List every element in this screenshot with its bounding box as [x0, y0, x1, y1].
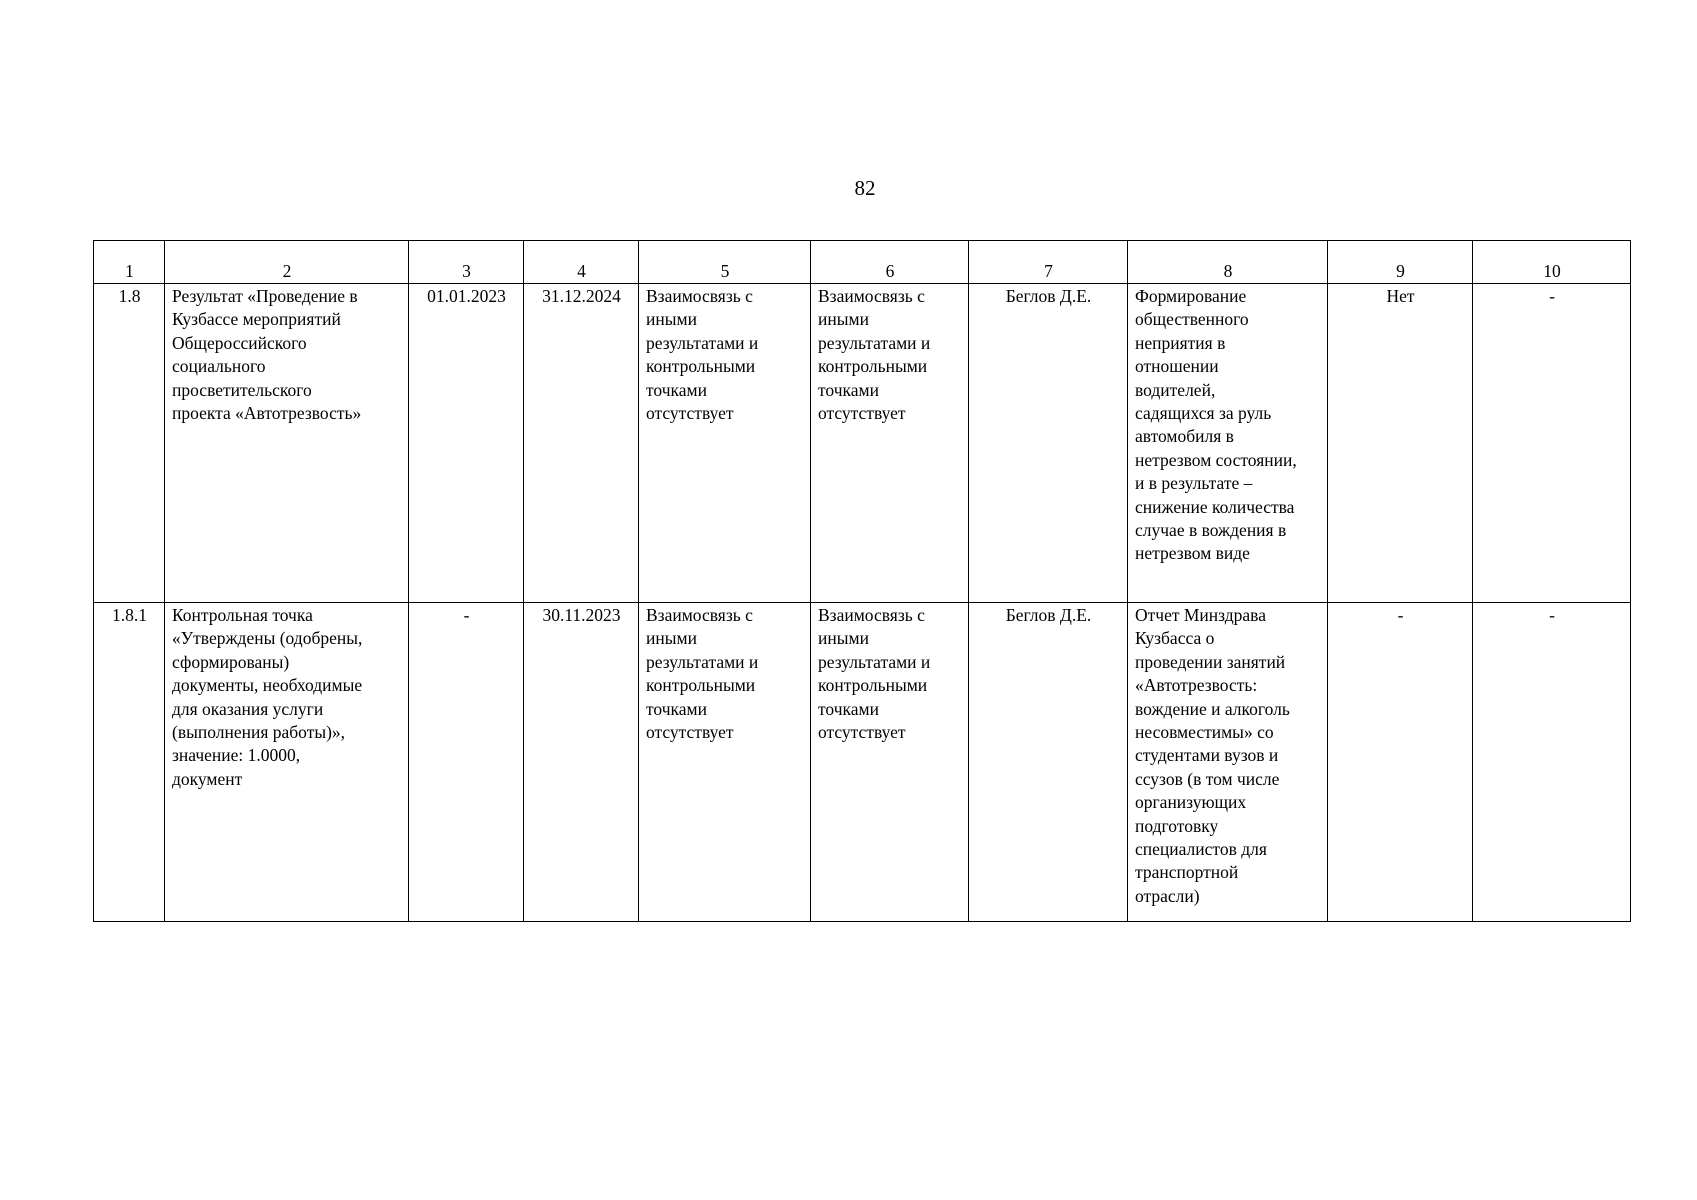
page-number: 82	[854, 176, 876, 200]
description-line: нетрезвом виде	[1135, 543, 1250, 564]
description-line: специалистов для	[1135, 839, 1267, 860]
relation-line: контрольными	[646, 675, 756, 696]
col9-value: -	[1328, 603, 1473, 922]
description-line: Формирование	[1135, 286, 1247, 306]
description-line: транспортной	[1135, 862, 1239, 883]
description-line: Отчет Минздрава	[1135, 605, 1266, 625]
description-line: подготовку	[1135, 815, 1219, 836]
column-number-6: 6	[811, 241, 969, 284]
result-name-line: для оказания услуги	[172, 698, 324, 719]
relation-line: Взаимосвязь с	[646, 286, 753, 306]
column-number-5: 5	[639, 241, 811, 284]
description-line: нетрезвом состоянии,	[1135, 449, 1297, 470]
col10-value: -	[1473, 603, 1631, 922]
relation-line: результатами и	[818, 332, 931, 353]
relation-line: точками	[646, 698, 707, 719]
result-name-line: Общероссийского	[172, 332, 307, 353]
result-name-cell	[165, 284, 409, 603]
responsible-person: Беглов Д.Е.	[969, 603, 1128, 922]
result-name-cell	[165, 603, 409, 922]
start-date: -	[409, 603, 524, 922]
relation-line: контрольными	[646, 356, 756, 377]
column-number-1: 1	[94, 241, 165, 284]
relation-line: отсутствует	[646, 722, 734, 743]
description-line: вождение и алкоголь	[1135, 698, 1290, 719]
responsible-person: Беглов Д.Е.	[969, 284, 1128, 603]
result-name-line: проекта «Автотрезвость»	[172, 403, 362, 424]
column-number-4: 4	[524, 241, 639, 284]
description-line: случае в вождения в	[1135, 520, 1287, 541]
col9-value: Нет	[1328, 284, 1473, 603]
result-name-line: Кузбассе мероприятий	[172, 309, 341, 330]
relation-line: контрольными	[818, 356, 928, 377]
description-line: «Автотрезвость:	[1135, 675, 1258, 696]
relation-line: контрольными	[818, 675, 928, 696]
relation-line: Взаимосвязь с	[646, 605, 753, 625]
relation-cell-col6	[811, 284, 969, 603]
description-line: автомобиля в	[1135, 426, 1234, 447]
relation-cell-col5	[639, 603, 811, 922]
column-number-2: 2	[165, 241, 409, 284]
description-line: отрасли)	[1135, 885, 1200, 906]
column-number-8: 8	[1128, 241, 1328, 284]
column-number-3: 3	[409, 241, 524, 284]
result-name-line: значение: 1.0000,	[172, 745, 301, 766]
column-number-row	[94, 241, 1631, 284]
end-date: 30.11.2023	[524, 603, 639, 922]
relation-line: результатами и	[646, 651, 759, 672]
column-number-9: 9	[1328, 241, 1473, 284]
document-table	[93, 240, 1631, 922]
description-line: несовместимы» со	[1135, 722, 1274, 743]
result-name-line: Контрольная точка	[172, 605, 313, 625]
description-cell	[1128, 603, 1328, 922]
relation-line: Взаимосвязь с	[818, 286, 925, 306]
description-line: водителей,	[1135, 379, 1216, 400]
description-line: и в результате –	[1135, 473, 1253, 494]
result-name-line: просветительского	[172, 379, 312, 400]
column-number-10: 10	[1473, 241, 1631, 284]
relation-line: иными	[646, 628, 697, 649]
description-line: проведении занятий	[1135, 651, 1286, 672]
description-line: садящихся за руль	[1135, 403, 1272, 424]
description-line: Кузбасса о	[1135, 628, 1215, 649]
column-number-7: 7	[969, 241, 1128, 284]
relation-line: иными	[818, 628, 869, 649]
col10-value: -	[1473, 284, 1631, 603]
description-line: студентами вузов и	[1135, 745, 1279, 766]
relation-line: точками	[818, 379, 879, 400]
end-date: 31.12.2024	[524, 284, 639, 603]
description-line: ссузов (в том числе	[1135, 768, 1280, 789]
description-line: общественного	[1135, 309, 1249, 330]
relation-line: результатами и	[818, 651, 931, 672]
start-date: 01.01.2023	[409, 284, 524, 603]
result-name-line: (выполнения работы)»,	[172, 722, 346, 743]
row-number: 1.8	[94, 284, 165, 603]
relation-line: результатами и	[646, 332, 759, 353]
relation-line: отсутствует	[646, 403, 734, 424]
result-name-line: «Утверждены (одобрены,	[172, 628, 363, 649]
relation-line: точками	[646, 379, 707, 400]
relation-line: точками	[818, 698, 879, 719]
result-name-line: сформированы)	[172, 651, 290, 672]
description-line: отношении	[1135, 356, 1219, 377]
relation-cell-col6	[811, 603, 969, 922]
relation-line: отсутствует	[818, 722, 906, 743]
table-row	[94, 284, 1631, 603]
row-number: 1.8.1	[94, 603, 165, 922]
result-name-line: социального	[172, 356, 266, 377]
relation-cell-col5	[639, 284, 811, 603]
description-line: неприятия в	[1135, 332, 1226, 353]
description-cell	[1128, 284, 1328, 603]
table-row	[94, 603, 1631, 922]
result-name-line: документ	[172, 768, 243, 789]
relation-line: иными	[818, 309, 869, 330]
result-name-line: документы, необходимые	[172, 675, 363, 696]
relation-line: отсутствует	[818, 403, 906, 424]
description-line: снижение количества	[1135, 496, 1295, 517]
relation-line: Взаимосвязь с	[818, 605, 925, 625]
relation-line: иными	[646, 309, 697, 330]
description-line: организующих	[1135, 792, 1247, 813]
result-name-line: Результат «Проведение в	[172, 286, 358, 306]
